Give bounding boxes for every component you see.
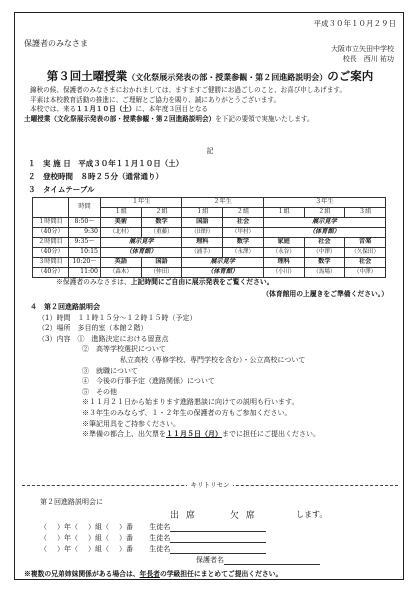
recipient: 保護者のみなさま	[24, 39, 88, 48]
intro-paragraph: 錦秋の候、保護者のみなさまにおかれましては、ますますご健勝にお過ごしのこと、お喜び申しあげます。 平素は本校教育活動の推進に、ご理解とご協力を賜り、誠にありがとうございます。 本校では、来る１１月１０日（土）に、本年度３回目となる土曜授業（文化祭展示発表の部・授業参観・第２回進路説明会）を下記の要領で実施いたします。	[24, 86, 346, 123]
period-mins: （40分）	[33, 248, 69, 258]
period-start: 10:20～	[69, 258, 101, 268]
teacher-cell: （北村）	[101, 228, 142, 238]
student-row[interactable]: （ ）年（ ）組（ ）番 生徒名	[40, 522, 266, 532]
item-timetable: ３ タイムテーブル	[28, 185, 95, 194]
teacher-cell: （馬場）	[304, 268, 345, 278]
teacher-cell: （浦手）	[182, 248, 223, 258]
attend-choice[interactable]: 出 席 欠 席	[170, 511, 257, 521]
sender-block	[331, 44, 394, 64]
item-arrival: ２ 登校時間 ８時２５分（通常通り）	[28, 172, 163, 181]
class-header: ２組	[304, 208, 345, 218]
subject-cell: 美術	[101, 218, 142, 228]
subject-cell: 理科	[263, 258, 304, 268]
period-end: 9:30	[69, 228, 101, 238]
subject-cell: 英語	[101, 258, 142, 268]
career-section: ４ 第２回進路説明会 （1）時間 １１時１５分～１２時１５時（予定） （2）場所 多目的室（本館２階） （3）内容 ① 進路決定における留意点 ② 高等学校選択について 私立高校（専修学校、専門学校を含む）・公立高校について ③ 就職について ④ 今後の行事予定（進路関係）について ⑤ その他 ※１１月２１日から始まります進路懇談に向けての説明も行います。 ※３年生のみならず、１・２年生の保護者の方もご参加ください。 ※筆記用具をご持参ください。 ※準備の都合上、出欠票を１１月５日（月）までに担任にご提出ください。	[30, 302, 320, 439]
subject-cell: 社会	[223, 218, 264, 228]
grade-header: １年生	[101, 198, 182, 208]
subject-cell: 国語	[182, 218, 223, 228]
form-suffix: します。	[296, 510, 328, 519]
footer-note: ※複数の兄弟姉妹関係がある場合は、年長者の学級担任にまとめてご提出ください。	[24, 570, 283, 578]
subject-cell: 数学	[141, 218, 182, 228]
student-row[interactable]: （ ）年（ ）組（ ）番 生徒名	[40, 533, 266, 543]
form-title: 第２回進路説明会に	[40, 498, 103, 506]
teacher-cell: （中澤）	[304, 248, 345, 258]
teacher-cell: （森木）	[101, 268, 142, 278]
period-label: １時間目	[33, 218, 69, 228]
subject-cell: 理科	[182, 238, 223, 248]
document-title: 第３回土曜授業（文化祭展示発表の部・授業参観・第２回進路説明会）のご案内	[46, 69, 374, 83]
exhibit-cell: 展示見学	[182, 258, 263, 268]
item-date: １ 実 施 日 平成３０年１１月１０日（土）	[28, 159, 184, 168]
period-start: 8:50～	[69, 218, 101, 228]
teacher-cell: （小川）	[263, 268, 304, 278]
teacher-cell: （永谷）	[263, 248, 304, 258]
teacher-cell: （中澤）	[345, 268, 386, 278]
subject-cell: 音楽	[345, 238, 386, 248]
principal-name: 校長 西川 祐功	[342, 55, 394, 63]
timetable	[32, 197, 386, 278]
period-label: ３時間目	[33, 258, 69, 268]
grade-header: ３年生	[263, 198, 385, 208]
subject-cell: 家庭	[263, 238, 304, 248]
class-header: ２組	[141, 208, 182, 218]
period-mins: （40分）	[33, 228, 69, 238]
teacher-cell: （田野）	[182, 228, 223, 238]
class-header: １組	[101, 208, 142, 218]
subject-cell: 数学	[304, 258, 345, 268]
cut-label: キリトリセン	[0, 480, 420, 489]
teacher-cell: （重藤）	[141, 228, 182, 238]
subject-cell: 国語	[141, 258, 182, 268]
exhibit-cell: 展示見学	[263, 218, 385, 228]
period-start: 9:35～	[69, 238, 101, 248]
guardian-row[interactable]: 保護者名	[196, 555, 320, 565]
school-name: 大阪市立矢田中学校	[331, 45, 394, 53]
parent-note: ※保護者のみなさまは、上記時間にご自由に展示発表をご覧ください。	[56, 278, 274, 286]
class-header: １組	[263, 208, 304, 218]
subject-cell: 数学	[223, 238, 264, 248]
period-mins: （40分）	[33, 268, 69, 278]
student-row[interactable]: （ ）年（ ）組（ ）番 生徒名	[40, 544, 266, 554]
subject-cell: 社会	[304, 238, 345, 248]
time-header: 時間	[69, 198, 101, 218]
shoes-note: （体育館用の上履きをご準備ください。）	[262, 290, 388, 298]
exhibit-cell: 展示見学	[101, 238, 182, 248]
period-label: ２時間目	[33, 238, 69, 248]
grade-header: ２年生	[182, 198, 263, 208]
teacher-cell: （永澤）	[223, 248, 264, 258]
period-end: 11:00	[69, 268, 101, 278]
subject-cell: 社会	[345, 258, 386, 268]
venue-cell: （体育館）	[101, 248, 182, 258]
teacher-cell: （仲田）	[141, 268, 182, 278]
issue-date: 平成３０年１０月２９日	[313, 19, 396, 28]
ki-heading: 記	[206, 147, 214, 155]
class-header: ３組	[345, 208, 386, 218]
venue-cell: （体育館）	[263, 228, 385, 238]
teacher-cell: （久保田）	[345, 248, 386, 258]
class-header: ２組	[223, 208, 264, 218]
teacher-cell: （甲村）	[223, 228, 264, 238]
class-header: １組	[182, 208, 223, 218]
venue-cell: （体育館）	[182, 268, 263, 278]
period-end: 10:15	[69, 248, 101, 258]
